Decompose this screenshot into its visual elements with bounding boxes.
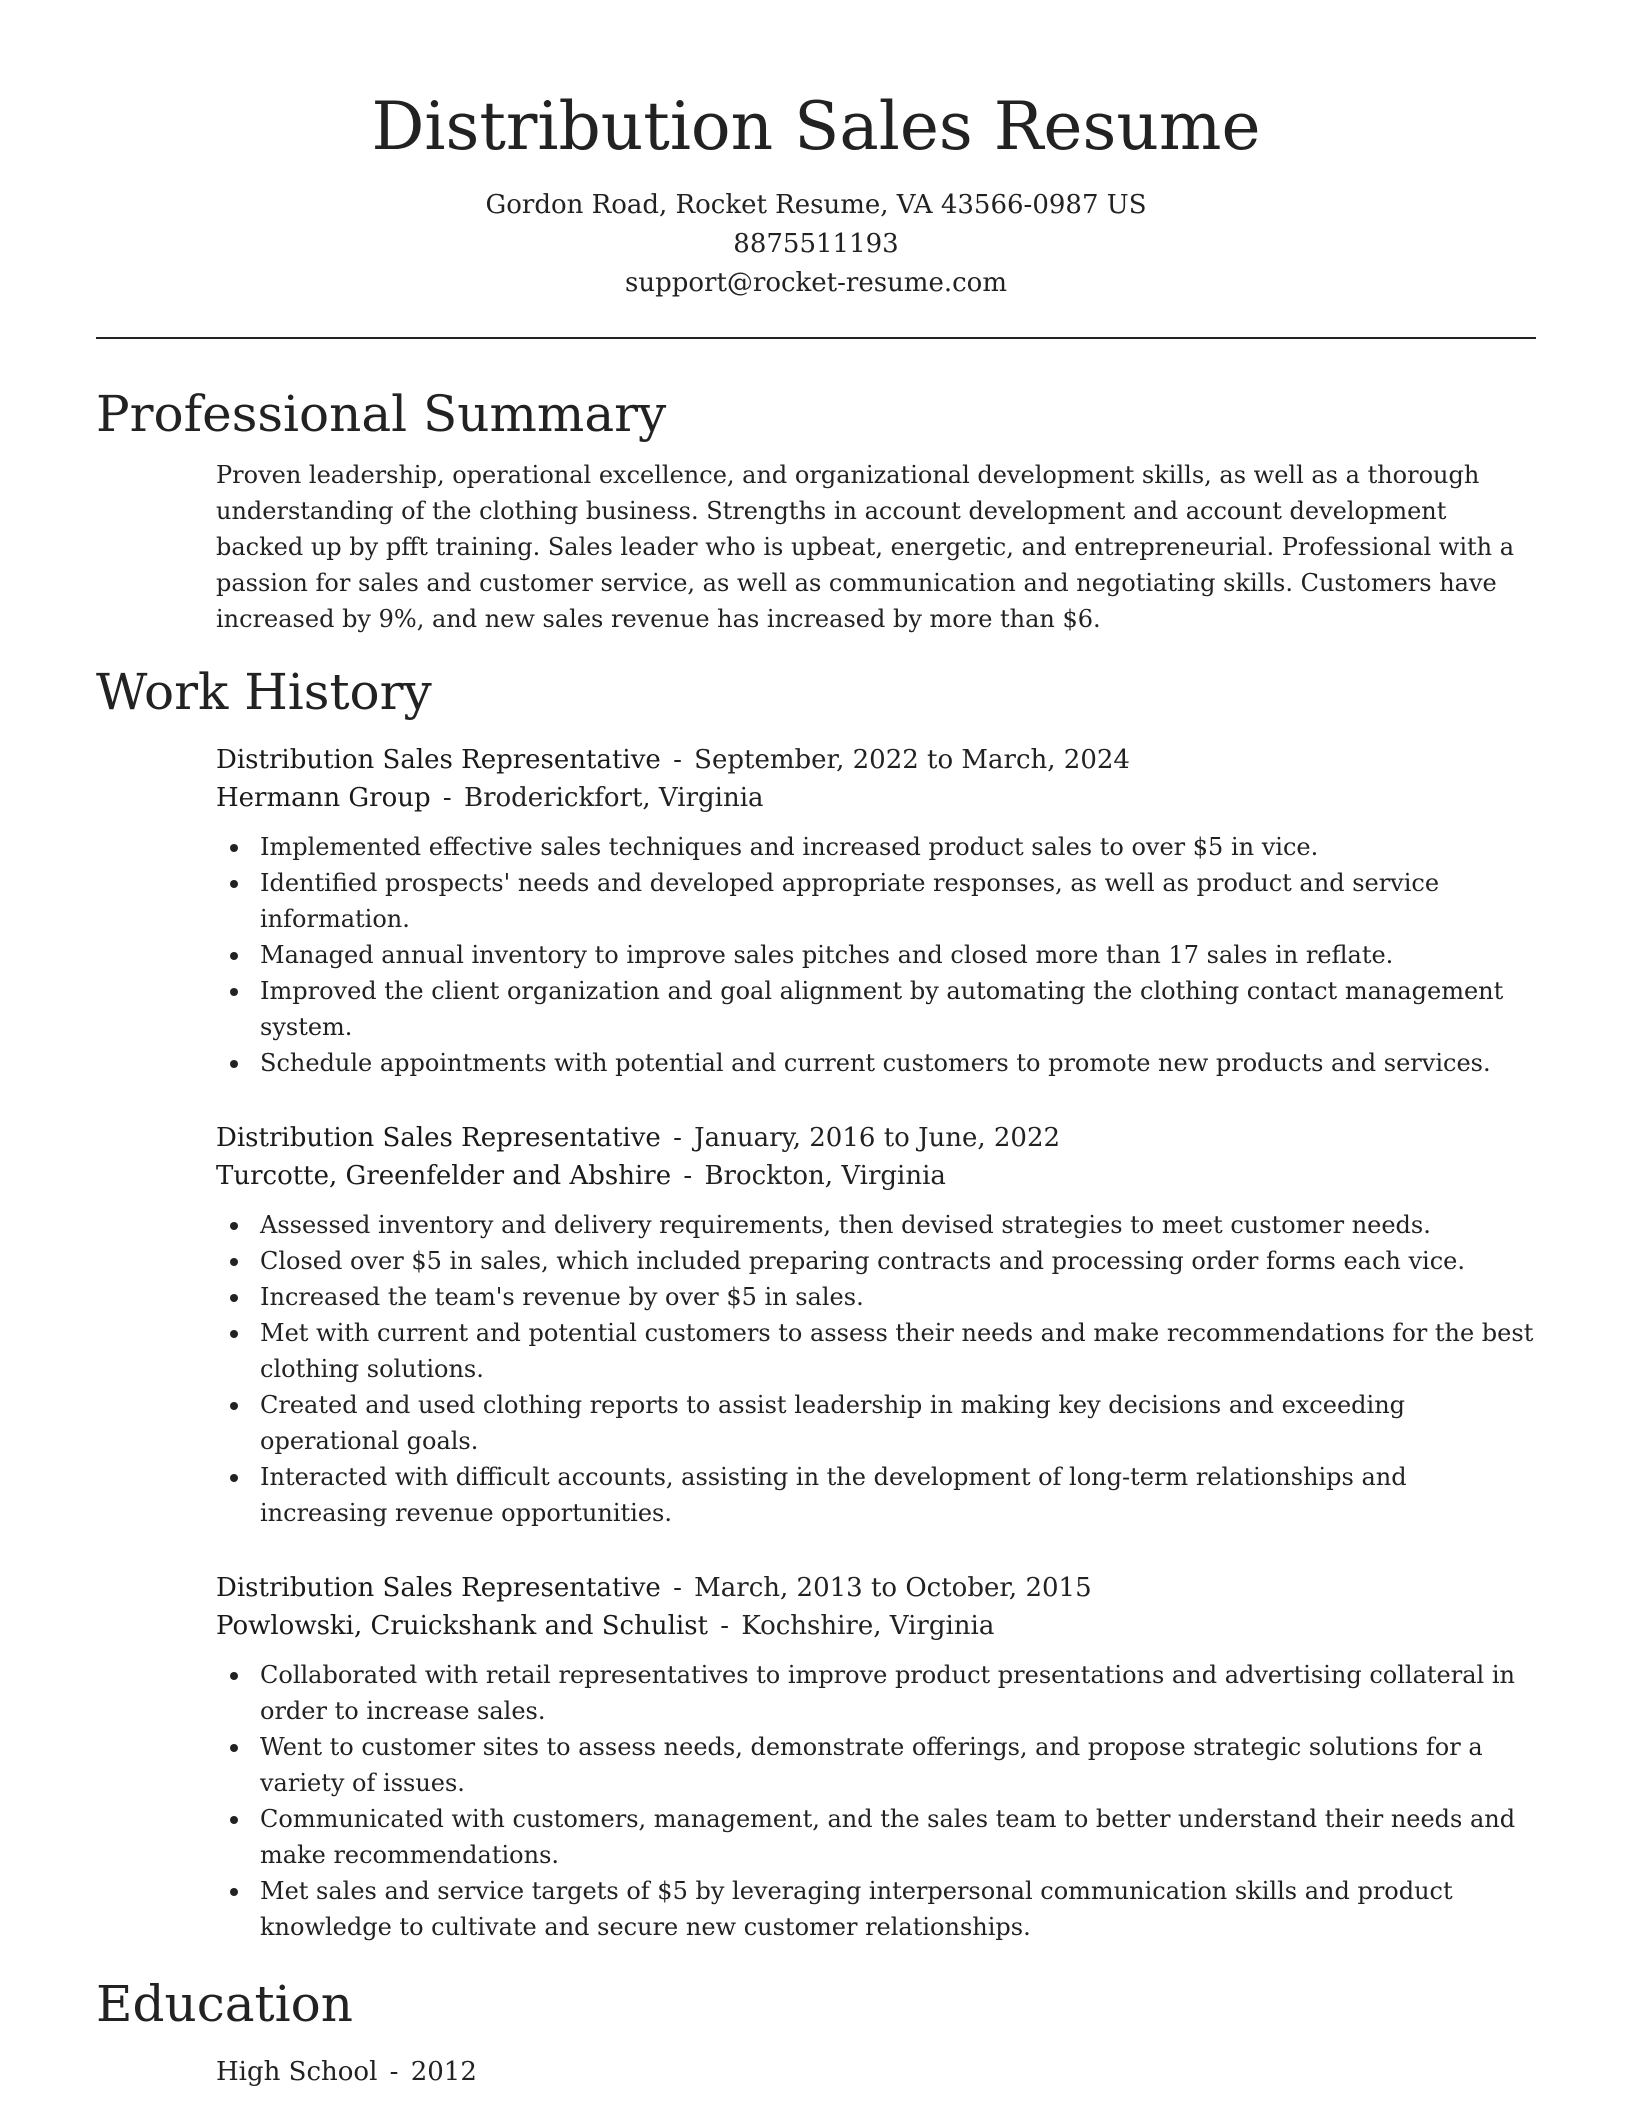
bullet-text: Interacted with difficult accounts, assisting in the development of long-term relationships and increasing revenue opportunities. [260,1463,1407,1527]
job-location: Broderickfort, Virginia [463,783,764,813]
job-title-line [216,1119,1536,1157]
summary-heading: Professional Summary [96,385,667,443]
separator: - [673,1573,682,1603]
job-company: Turcotte, Greenfelder and Abshire [216,1161,672,1191]
job-company-line [216,779,1536,817]
education-year: 2012 [410,2057,477,2087]
contact-address: Gordon Road, Rocket Resume, VA 43566-0987 US [485,190,1147,220]
bullet-dot [230,988,238,996]
bullet-dot [230,1258,238,1266]
job-title-line [216,1569,1536,1607]
bullet-dot [230,1888,238,1896]
bullet-item [260,1801,1536,1873]
job-company: Hermann Group [216,783,431,813]
bullet-dot [230,844,238,852]
bullet-item [260,1387,1536,1459]
bullet-text: Closed over $5 in sales, which included preparing contracts and processing order forms each vice. [260,1247,1465,1275]
job-title: Distribution Sales Representative [216,1123,661,1153]
bullet-item [260,973,1536,1045]
job-dates: March, 2013 to October, 2015 [694,1573,1092,1603]
bullet-dot [230,1402,238,1410]
bullet-text: Implemented effective sales techniques and increased product sales to over $5 in vice. [260,833,1319,861]
job-company: Powlowski, Cruickshank and Schulist [216,1611,709,1641]
bullet-item [260,1873,1536,1945]
education-heading: Education [96,1975,353,2033]
bullet-text: Collaborated with retail representatives to improve product presentations and advertising collateral in order to increase sales. [260,1661,1515,1725]
separator: - [442,783,452,813]
bullet-text: Created and used clothing reports to assist leadership in making key decisions and exceeding operational goals. [260,1391,1406,1455]
job-title: Distribution Sales Representative [216,1573,661,1603]
bullet-dot [230,1294,238,1302]
resume-page [96,0,1536,2091]
bullet-text: Increased the team's revenue by over $5 in sales. [260,1283,864,1311]
job-location: Kochshire, Virginia [741,1611,995,1641]
bullet-text: Improved the client organization and goal alignment by automating the clothing contact management system. [260,977,1504,1041]
separator: - [720,1611,730,1641]
job-title: Distribution Sales Representative [216,745,661,775]
job-company-line [216,1157,1536,1195]
job-list [216,741,1536,1945]
job-entry [216,741,1536,1081]
summary-text: Proven leadership, operational excellence, and organizational development skills, as well as a thorough understanding of the clothing business. Strengths in account development and account development backed up by pfft training. Sales leader who is upbeat, energetic, and entrepreneurial. Professional with a passion for sales and customer service, as well as communication and negotiating skills. Customers have increased by 9%, and new sales revenue has increased by more than $6. [216,461,1515,633]
bullet-dot [230,1330,238,1338]
job-location: Brockton, Virginia [704,1161,946,1191]
summary-section [96,379,1536,637]
bullet-dot [230,1222,238,1230]
bullet-dot [230,880,238,888]
job-entry [216,1569,1536,1945]
bullet-item [260,1207,1536,1243]
job-bullets [216,1207,1536,1531]
separator: - [673,1123,682,1153]
separator: - [683,1161,693,1191]
job-dates: January, 2016 to June, 2022 [694,1123,1061,1153]
bullet-text: Communicated with customers, management, and the sales team to better understand their needs and make recommendations. [260,1805,1516,1869]
bullet-text: Schedule appointments with potential and current customers to promote new products and services. [260,1049,1491,1077]
separator: - [389,2057,399,2087]
job-bullets [216,1657,1536,1945]
bullet-item [260,1729,1536,1801]
bullet-text: Met with current and potential customers to assess their needs and make recommendations for the best clothing solutions. [260,1319,1534,1383]
job-entry [216,1119,1536,1531]
bullet-item [260,1315,1536,1387]
bullet-text: Went to customer sites to assess needs, demonstrate offerings, and propose strategic solutions for a variety of issues. [260,1733,1483,1797]
job-bullets [216,829,1536,1081]
contact-phone: 8875511193 [733,229,899,259]
resume-title: Distribution Sales Resume [371,88,1261,165]
bullet-dot [230,952,238,960]
bullet-dot [230,1474,238,1482]
bullet-item [260,937,1536,973]
bullet-text: Identified prospects' needs and developed appropriate responses, as well as product and service information. [260,869,1440,933]
work-history-heading: Work History [96,663,432,721]
bullet-text: Met sales and service targets of $5 by leveraging interpersonal communication skills and product knowledge to cultivate and secure new customer relationships. [260,1877,1453,1941]
bullet-dot [230,1672,238,1680]
job-company-line [216,1607,1536,1645]
job-title-line [216,741,1536,779]
bullet-item [260,865,1536,937]
bullet-dot [230,1744,238,1752]
bullet-text: Managed annual inventory to improve sales pitches and closed more than 17 sales in reflate. [260,941,1394,969]
education-entry [216,2053,1536,2091]
separator: - [673,745,682,775]
bullet-text: Assessed inventory and delivery requirements, then devised strategies to meet customer needs. [260,1211,1431,1239]
bullet-item [260,1279,1536,1315]
bullet-dot [230,1060,238,1068]
bullet-dot [230,1816,238,1824]
bullet-item [260,1459,1536,1531]
resume-header [96,0,1536,303]
header-divider [96,337,1536,339]
contact-email: support@rocket-resume.com [624,268,1007,298]
education-degree: High School [216,2057,378,2087]
work-history-section [96,657,1536,1945]
education-section [96,1969,1536,2091]
bullet-item [260,1243,1536,1279]
bullet-item [260,1045,1536,1081]
bullet-item [260,829,1536,865]
job-dates: September, 2022 to March, 2024 [694,745,1130,775]
bullet-item [260,1657,1536,1729]
